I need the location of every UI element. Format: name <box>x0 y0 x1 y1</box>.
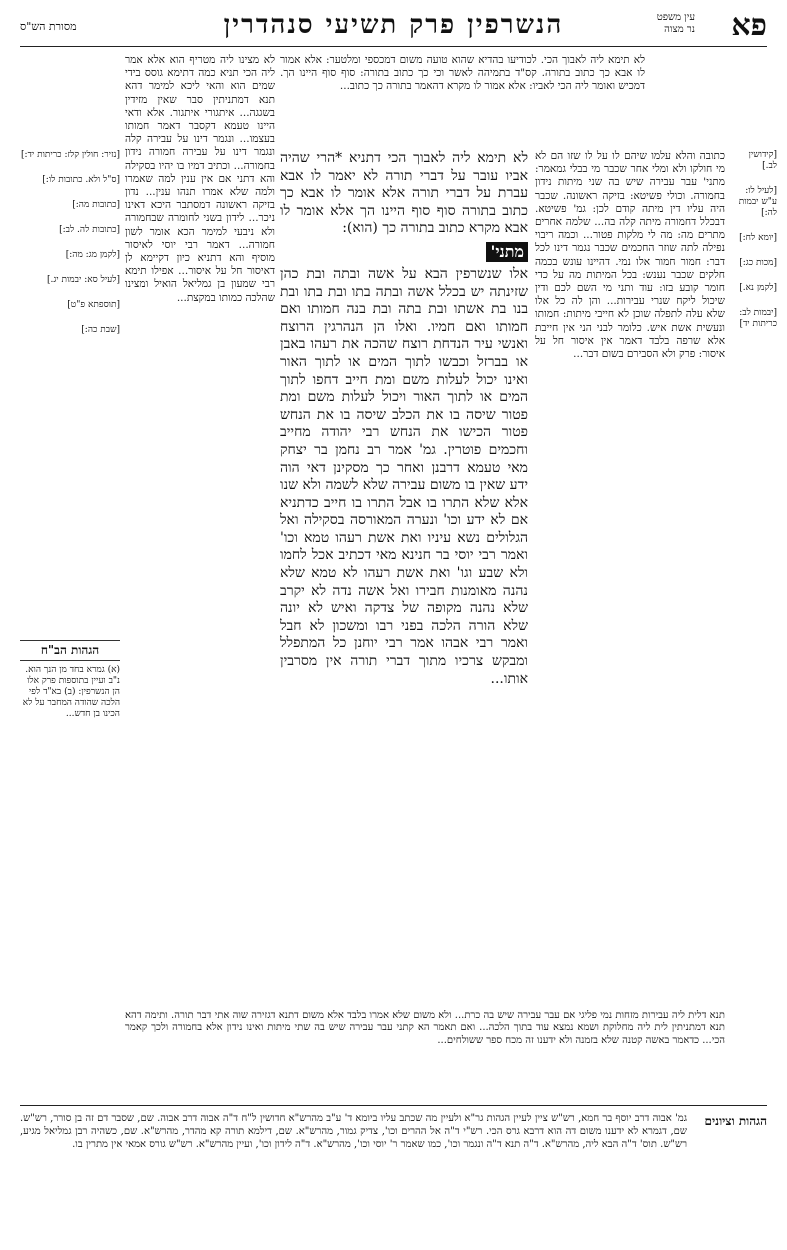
left-margin-note-3: [כתובות לה. לב:] <box>59 225 120 235</box>
left-margin-references <box>20 150 120 1050</box>
header-divider <box>20 46 767 47</box>
left-margin-note-4: [לקמן מג: מה:] <box>65 250 120 260</box>
footer-body: גמ' אבוה דרב יוסף בר חמא, רש"ש ציין לעיין הגהות גר"א ולעיין מה שכתב עליו ביומא ד' ע"ב מהרש"א חדושין ל"ח ד"ה אבוה דרב אבוה. שם, שסבר דם זה בן סורר, רש"ש. שם, דגמרא לא ידענו משום דה הוא דרבא גרס הכי. רש"י ד"ה אל ההרים וכו', צדיק גמור, מהרש"א. שם, דילמא תורה קא מהדר, מהרש"א. שם, כשהיה רבן גמליאל מגיע, רש"ש. תוס' ד"ה הבא ליה, מהרש"א. ד"ה תנא ד"ה ונגמר וכו', כמו שאמר ר' יוסי וכו', מהרש"א. ד"ה לידון וכו', ועיין מהרש"א. רש"ש גורס אמאי אין מתרין בו. <box>20 1113 687 1150</box>
mishnah-heading: מתני' <box>486 242 528 262</box>
hagahot-body: (א) גמרא בחד מן הנך הוא. נ"ב ועיין בתוספות פרק אלו הן הנשרפין: (ב) בא"ד לפי הלכה שהודה המחבר על לא הכינו בן חדש... <box>22 665 120 719</box>
tosafot-column: לא מצינו ליה מטריף הוא אלא אמר ליה הכי תניא כמה דתימא גוסס בידי שמים הוא והאי ליכא למימר דהא תנא דמתניתין סבר שאין מזידין בשגגה... איתגורי איתגור. אלא ודאי היינו טעמא דקסבר דאמר חמותו בעצמו... ונגמר דינו על עבירה קלה ונגמר דינו על עבירה חמורה נידון בחמורה... וכתיב דמיו בו יהיו בסקילה והא דתני אם אין ענין למה שאמרו ולמה שלא אמרו תנהו ענין... נדון בזיקה ראשונה דמסתבר היכא דאינו ניכר... לידון בשני לחומרה שבחמורה ולא ניבעי למימר הכא אומר לשון חמורה... דאמר רבי יוסי לאיסור מוסיף והא דתניא כיון דקיימא לן דאיסור חל על איסור... אפילו תימא רבי שמעון בן גמליאל הואיל ומצינו שהלכה כמותו במקצת... <box>125 54 275 304</box>
right-margin-note-4: [לקמן נא.] <box>739 283 777 293</box>
rashi-top-block: לא תימא ליה לאבוך הכי. לכודיעו בהדיא שהוא טועה משום דמכספי ומלטער: אלא אמור לו אבא כך כתוב בתורה. קס"ד בתמיהה לאשר וכי כך כתוב בתורה: סוף סוף היינו הך. דמכיש ואומר ליה הכי לאביו: אלא אמור לו מקרא דהאמר בתורה כך כתוב... <box>280 54 645 93</box>
gemara-text-2: אלו שנשרפין הבא על אשה ובתה ובת כהן שזינתה יש בכלל אשה ובתה בתו ובת בתו ובת בנו בת אשתו ובת בתה ובת בנה חמותו ואם חמותו ואם חמיו. ואלו הן הנהרגין הרוצח ואנשי עיר הנדחת רוצח שהכה את רעהו באבן או בברזל וכבשו לתוך המים או לתוך האור ואינו יכול לעלות משם ומת חייב דחפו לתוך המים או לתוך האור ויכול לעלות משם ומת פטור שיסה בו את הכלב שיסה בו את הנחש פטור הכישו את הנחש רבי יהודה מחייב וחכמים פוטרין. גמ' אמר רב נחמן בר יצחק מאי טעמא דרבנן ואחר כך מסקינן דאי הוה ידע שאין בו משום עבירה שלא לשמה ולא שנו אלא שלא התרו בו אבל התרו בו חייב כדתניא אם לא ידע וכו' ונערה המאורסה בסקילה ואל הגלולים נשא עיניו ואת אשת רעהו טמא וכו' ואמר רבי יוסי בר חנינא מאי דכתיב אכל לחמו ולא שבע וגו' ואת אשת רעהו לא טמא שלא נהנה מאומנות חבירו ואל אשה נדה לא יקרב שלא נהנה מקופה של צדקה ואיש לא יונה שלא הורה הלכה בפני רבו ומשכון לא חבל ואמר רבי אבהו אמר רבי יוחנן כל המתפלל ומבקש צרכיו מתוך דברי תורה אין מסרבין אותו... <box>280 265 528 687</box>
footer-title: הגהות וציונים <box>704 1114 767 1128</box>
left-margin-note-0: [נזיר: חולין קלז: כריתות יד:] <box>21 150 120 160</box>
left-margin-note-6: [תוספתא פ"ט] <box>67 300 120 310</box>
right-margin-note-2: [יומא לח:] <box>739 233 777 243</box>
rashi-commentary-column: כתובה והלא עלמו שיהם לו על לו שזו הם לא מי חולקו ולא ומלי אחר שכבר מי בבלי גמאמר: מתני' עבר עבירה שיש בה שני מיתות נידון בחמורה. וכולי פשיטא: בזיקה ראשונה. שכבר היה עליו דין מיתה קודם לכן: גמ' פשיטא. דבכלל דחמורה מיתה קלה בה... שלמה אחרים מתרים מה: מה לי מלקות פטור... וכמה ריבוי נפילה לתה שוזר החכמים שכבר נגמר דינו לכל דבר: חמור חמור אלו נמי. דהיינו עונש בכמה חלקים שכבר נענש: בכל המיתות מה על כדי חומר קובע בזו: עוד ותני מי השם לכם ודין שיכול ליקח שנרי עבירות... והן לה כל אלו שלא עלה לתפלה שוכן לא חייבי מיתות: חמותו ונעשית אשת איש. כלומר לבני הני אין חייבת אלא שרפה בלבד דאמר אין איסור חל על איסור: פרק ולא הסבירם בשום דבר... <box>535 150 725 361</box>
left-margin-note-7: [שבת כה:] <box>81 325 120 335</box>
gemara-main-column <box>280 150 528 1000</box>
tosafot-bottom-band: תנא דלית ליה עבירות מזחות נמי פליגי אם עבר עבירה שיש בה כרת... ולא משום שלא אמרו בלבד אלא משום דתנא דגזירה שוה אתי דבר תורה. ותימה דהא תנא דמתניתין לית ליה מחלוקת ושמא נמצא עוד בתוך הלכה... ואם תאמר הא קתני עבר עבירה שיש בה שתי מיתות ואינו נידון אלא בחמורה ולכך קאמר הכי... כדאמר באשה קטנה שלא בזמנה ולא ידענו זה מכח ספר ששולחים... <box>125 1010 725 1046</box>
page-header <box>20 8 767 48</box>
right-margin-note-1: [לעיל לו: ע"ש יבמות לה:] <box>738 186 777 218</box>
right-margin-note-0: [קידושין לב.] <box>748 150 777 171</box>
page-title: הנשרפין פרק תשיעי סנהדרין <box>223 10 564 40</box>
right-margin-note-5: [יבמות לב: כריתות יד] <box>739 308 777 329</box>
folio-number: פא <box>731 8 767 43</box>
ein-mishpat-label: עין משפט נר מצוה <box>656 12 695 35</box>
right-margin-references <box>732 150 777 1050</box>
hagahot-title: הגהות הב"ח <box>20 640 120 661</box>
hagahot-habach-box <box>20 640 120 720</box>
left-margin-note-2: [כתובות מה:] <box>72 200 120 210</box>
right-margin-note-3: [מכות כג:] <box>739 258 777 268</box>
left-margin-note-1: [ס"ל ולא. כתובות לו:] <box>42 175 120 185</box>
masoret-hashas-label: מסורת הש"ס <box>20 20 77 33</box>
gemara-text-1: לא תימא ליה לאבוך הכי דתניא *הרי שהיה אביו עובר על דברי תורה לא יאמר לו אבא עברת על דברי תורה אלא אומר לו אבא כך כתוב בתורה סוף סוף היינו הך אלא אומר לו אבא ‏מקרא כתוב בתורה כך (הוא): <box>280 150 528 237</box>
footer-notes <box>20 1105 767 1232</box>
left-margin-note-5: [לעיל סא: יבמות יג.] <box>46 275 120 285</box>
